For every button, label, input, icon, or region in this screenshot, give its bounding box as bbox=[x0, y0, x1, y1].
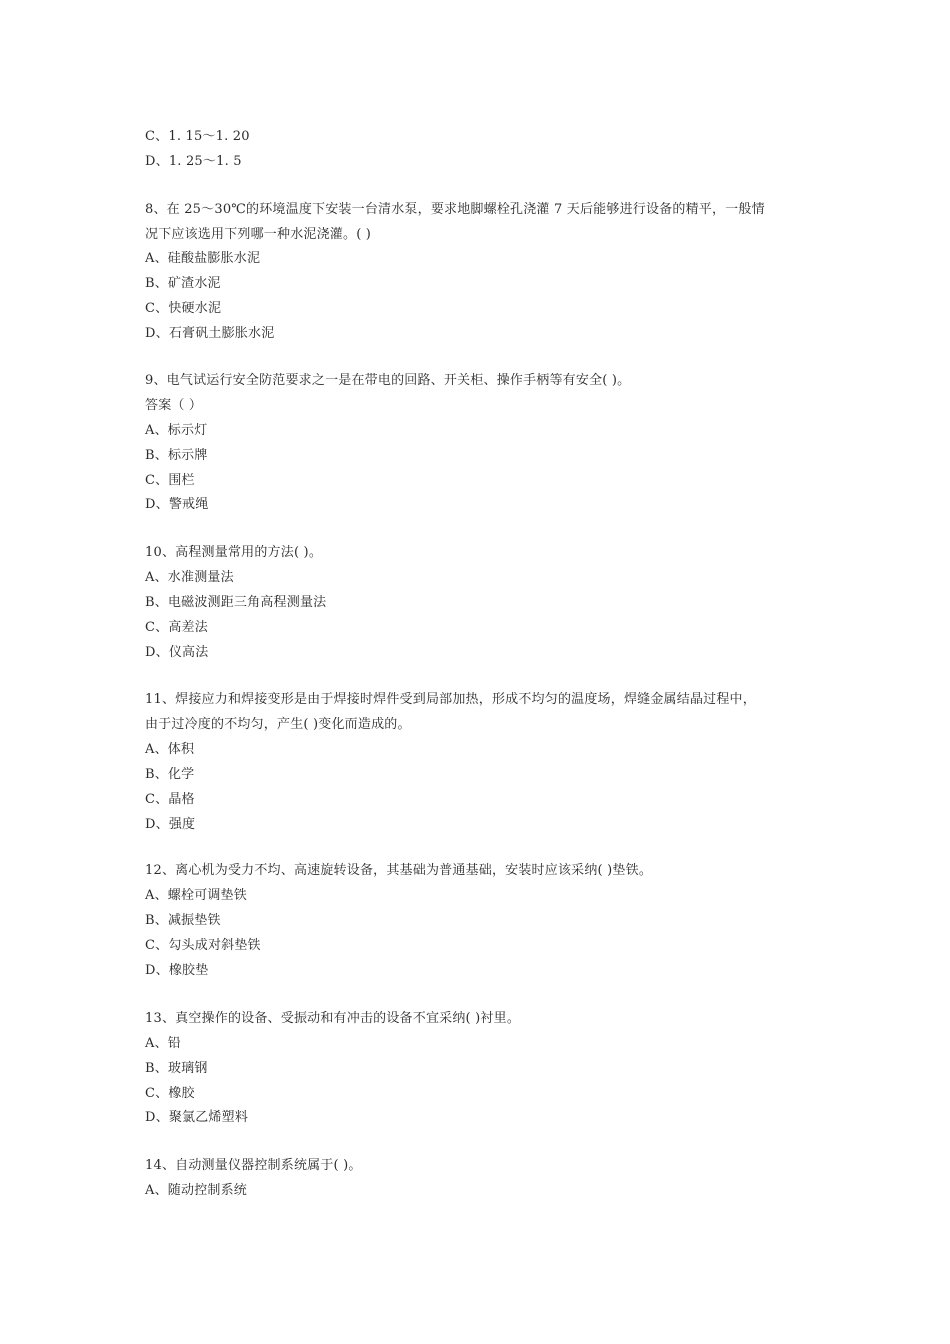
option-c-q9: C、围栏 bbox=[145, 473, 195, 488]
option-d-q10: D、仪高法 bbox=[145, 645, 209, 660]
option-a-q10: A、水准测量法 bbox=[145, 570, 234, 585]
option-b-q11: B、化学 bbox=[145, 767, 195, 782]
option-c-q10: C、高差法 bbox=[145, 620, 208, 635]
option-a-q8: A、硅酸盐膨胀水泥 bbox=[145, 251, 261, 266]
question-14: 14、自动测量仪器控制系统属于( )。 bbox=[145, 1158, 362, 1173]
option-c-q7: C、1. 15～1. 20 bbox=[145, 129, 250, 144]
answer-blank-q9: 答案（ ） bbox=[145, 398, 203, 413]
option-a-q14: A、随动控制系统 bbox=[145, 1183, 247, 1198]
option-d-q11: D、强度 bbox=[145, 817, 196, 832]
question-11-line-2: 由于过冷度的不均匀，产生( )变化而造成的。 bbox=[145, 717, 411, 732]
option-d-q9: D、警戒绳 bbox=[145, 497, 209, 512]
question-10: 10、高程测量常用的方法( )。 bbox=[145, 545, 323, 560]
option-b-q10: B、电磁波测距三角高程测量法 bbox=[145, 595, 327, 610]
option-c-q8: C、快硬水泥 bbox=[145, 301, 222, 316]
question-8-line-1: 8、在 25～30℃的环境温度下安装一台清水泵，要求地脚螺栓孔浇灌 7 天后能够进行设备的精平，一般情 bbox=[145, 202, 765, 217]
option-b-q9: B、标示牌 bbox=[145, 448, 208, 463]
option-a-q9: A、标示灯 bbox=[145, 423, 208, 438]
option-b-q12: B、减振垫铁 bbox=[145, 913, 221, 928]
option-d-q13: D、聚氯乙烯塑料 bbox=[145, 1110, 249, 1125]
option-d-q8: D、石膏矾土膨胀水泥 bbox=[145, 326, 275, 341]
question-12: 12、离心机为受力不均、高速旋转设备，其基础为普通基础，安装时应该采纳( )垫铁。 bbox=[145, 863, 653, 878]
option-c-q12: C、勾头成对斜垫铁 bbox=[145, 938, 261, 953]
option-a-q12: A、螺栓可调垫铁 bbox=[145, 888, 247, 903]
option-a-q13: A、铅 bbox=[145, 1036, 181, 1051]
question-8-line-2: 况下应该选用下列哪一种水泥浇灌。( ) bbox=[145, 227, 372, 242]
question-11-line-1: 11、焊接应力和焊接变形是由于焊接时焊件受到局部加热，形成不均匀的温度场，焊缝金属结晶过程中， bbox=[145, 692, 756, 707]
question-9: 9、电气试运行安全防范要求之一是在带电的回路、开关柜、操作手柄等有安全( )。 bbox=[145, 373, 631, 388]
option-b-q8: B、矿渣水泥 bbox=[145, 276, 221, 291]
option-d-q12: D、橡胶垫 bbox=[145, 963, 209, 978]
option-d-q7: D、1. 25～1. 5 bbox=[145, 154, 242, 169]
question-13: 13、真空操作的设备、受振动和有冲击的设备不宜采纳( )衬里。 bbox=[145, 1011, 521, 1026]
option-c-q11: C、晶格 bbox=[145, 792, 195, 807]
option-c-q13: C、橡胶 bbox=[145, 1086, 195, 1101]
option-a-q11: A、体积 bbox=[145, 742, 195, 757]
option-b-q13: B、玻璃钢 bbox=[145, 1061, 208, 1076]
